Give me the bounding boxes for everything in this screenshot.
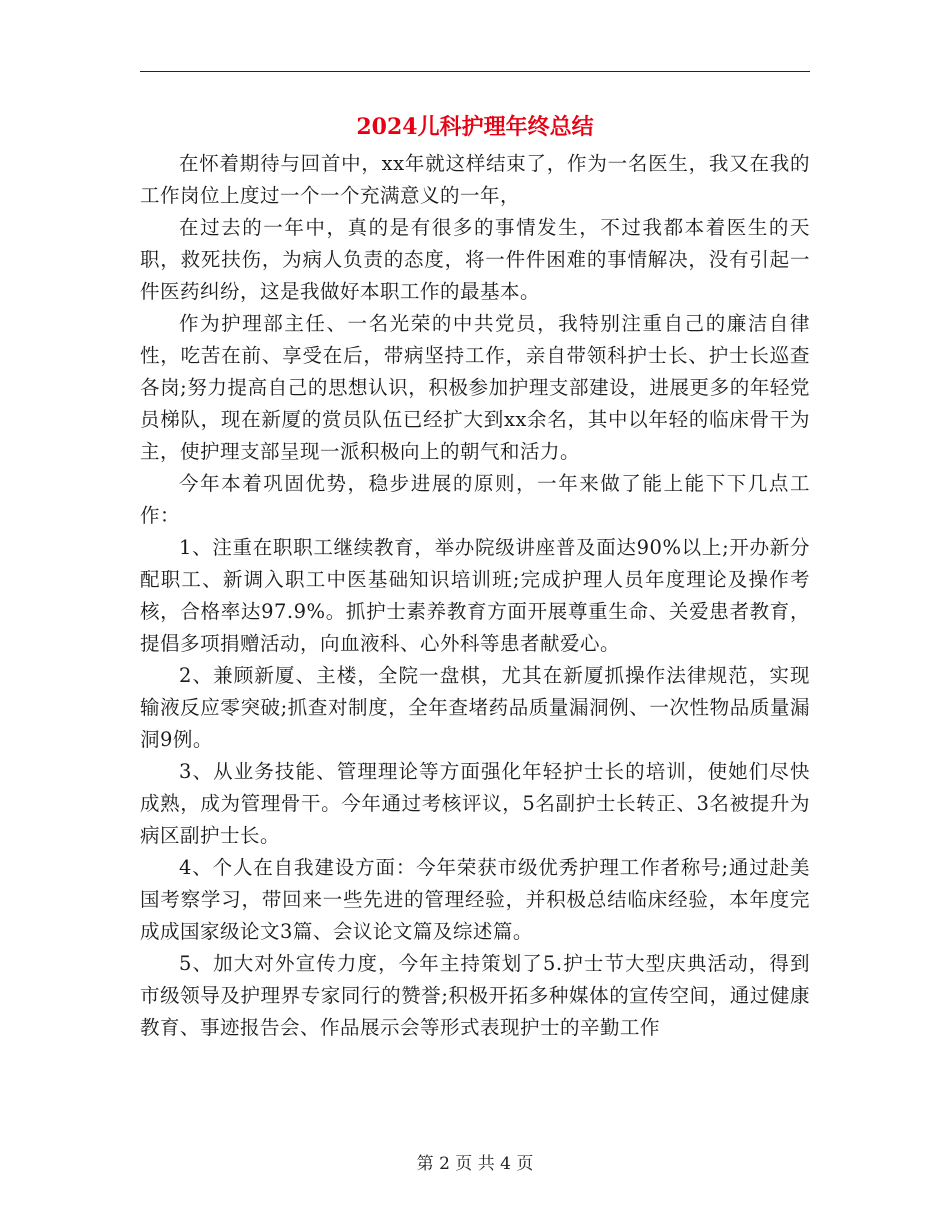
paragraph: 作为护理部主任、一名光荣的中共党员，我特别注重自己的廉洁自律性，吃苦在前、享受在后，带病坚持工作，亲自带领科护士长、护士长巡查各岗;努力提高自己的思想认识，积极参加护理支部建设，进展更多的年轻党员梯队，现在新厦的赏员队伍已经扩大到xx余名，其中以年轻的临床骨干为主，使护理支部呈现一派积极向上的朝气和活力。 — [140, 312, 810, 463]
paragraph: 3、从业务技能、管理理论等方面强化年轻护士长的培训，使她们尽快成熟，成为管理骨干。今年通过考核评议，5名副护士长转正、3名被提升为病区副护士长。 — [140, 760, 810, 847]
paragraph: 5、加大对外宣传力度，今年主持策划了5.护士节大型庆典活动，得到市级领导及护理界专家同行的赞誉;积极开拓多种媒体的宣传空间，通过健康教育、事迹报告会、作品展示会等形式表现护士的辛勤工作 — [140, 952, 810, 1039]
paragraph: 2、兼顾新厦、主楼，全院一盘棋，尤其在新厦抓操作法律规范，实现输液反应零突破;抓查对制度，全年查堵药品质量漏洞例、一次性物品质量漏洞9例。 — [140, 664, 810, 751]
paragraph: 今年本着巩固优势，稳步进展的原则，一年来做了能上能下下几点工作： — [140, 472, 810, 527]
document-body — [140, 148, 810, 1044]
paragraph: 在怀着期待与回首中，xx年就这样结束了，作为一名医生，我又在我的工作岗位上度过一个一个充满意义的一年， — [140, 152, 810, 207]
page-number-footer: 第 2 页 共 4 页 — [416, 1154, 534, 1174]
paragraph: 1、注重在职职工继续教育，举办院级讲座普及面达90%以上;开办新分配职工、新调入职工中医基础知识培训班;完成护理人员年度理论及操作考核，合格率达97.9%。抓护士素养教育方面开展尊重生命、关爱患者教育，提倡多项捐赠活动，向血液科、心外科等患者献爱心。 — [140, 536, 810, 655]
document-title: 2024儿科护理年终总结 — [356, 114, 594, 140]
header-rule — [140, 71, 810, 72]
paragraph: 在过去的一年中，真的是有很多的事情发生，不过我都本着医生的天职，救死扶伤，为病人负责的态度，将一件件困难的事情解决，没有引起一件医药纠纷，这是我做好本职工作的最基本。 — [140, 216, 810, 303]
paragraph: 4、个人在自我建设方面：今年荣获市级优秀护理工作者称号;通过赴美国考察学习，带回来一些先进的管理经验，并积极总结临床经验，本年度完成成国家级论文3篇、会议论文篇及综述篇。 — [140, 856, 810, 943]
